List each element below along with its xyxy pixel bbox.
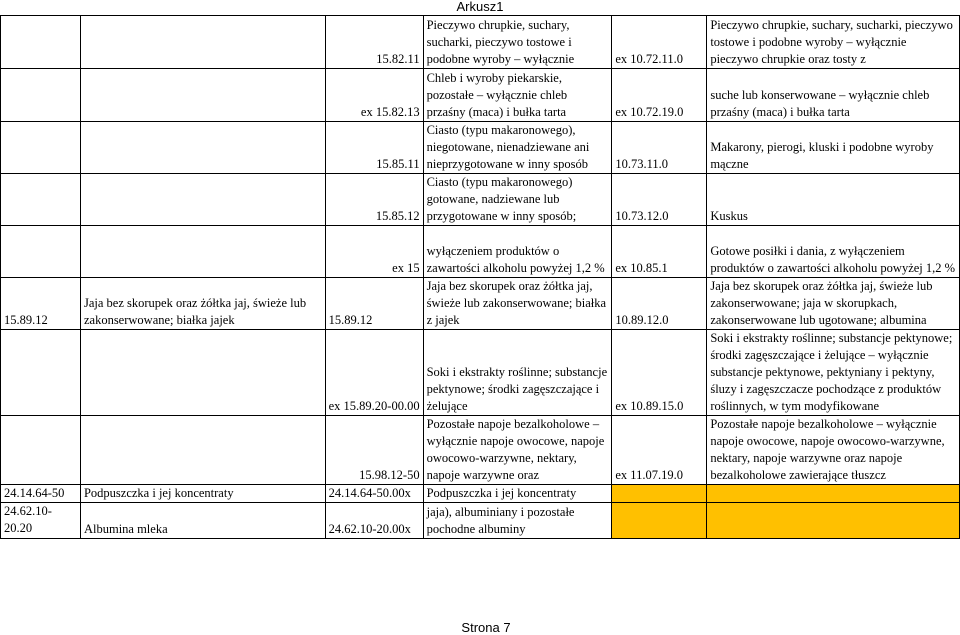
table-cell[interactable] [1, 174, 81, 226]
table-cell[interactable]: 10.73.11.0 [612, 122, 707, 174]
table-row [1, 330, 960, 416]
table-cell[interactable] [1, 416, 81, 485]
table-cell[interactable]: ex 11.07.19.0 [612, 416, 707, 485]
table-cell[interactable] [80, 16, 325, 69]
table-cell[interactable]: Ciasto (typu makaronowego), niegotowane, nienadziewane ani nieprzygotowane w inny sposób [423, 122, 612, 174]
table-row [1, 69, 960, 122]
table-cell[interactable]: Podpuszczka i jej koncentraty [80, 485, 325, 503]
table-cell[interactable]: 24.14.64-50.00x [325, 485, 423, 503]
table-row [1, 174, 960, 226]
table-cell[interactable]: Makarony, pierogi, kluski i podobne wyroby mączne [707, 122, 960, 174]
table-cell[interactable] [80, 69, 325, 122]
sheet-title: Arkusz1 [456, 0, 504, 14]
table-cell[interactable]: Soki i ekstrakty roślinne; substancje pektynowe; środki zagęszczające i żelujące – wyłącznie substancje pektynowe, pektyniany i pektyny, śluzy i zagęszczacze pochodzące z produktów roślinnych, w tym modyfikowane [707, 330, 960, 416]
table-cell[interactable] [80, 122, 325, 174]
table-cell[interactable]: ex 10.72.19.0 [612, 69, 707, 122]
table-cell[interactable]: 15.85.12 [325, 174, 423, 226]
table-cell[interactable]: wyłączeniem produktów o zawartości alkoholu powyżej 1,2 % [423, 226, 612, 278]
table-cell[interactable]: ex 10.85.1 [612, 226, 707, 278]
table-row [1, 16, 960, 69]
table-cell[interactable]: 24.62.10-20.20 [1, 503, 81, 539]
table-cell[interactable]: Jaja bez skorupek oraz żółtka jaj, świeże lub zakonserwowane; białka z jajek [423, 278, 612, 330]
table-cell[interactable]: Jaja bez skorupek oraz żółtka jaj, świeże lub zakonserwowane; jaja w skorupkach, zakonserwowane lub ugotowane; albumina [707, 278, 960, 330]
table-cell[interactable]: jaja), albuminiany i pozostałe pochodne albuminy [423, 503, 612, 539]
spreadsheet-table [0, 15, 960, 539]
table-cell[interactable]: 10.89.12.0 [612, 278, 707, 330]
table-row [1, 278, 960, 330]
table-cell[interactable] [1, 69, 81, 122]
table-cell[interactable]: Albumina mleka [80, 503, 325, 539]
table-cell[interactable]: 24.14.64-50 [1, 485, 81, 503]
table-row [1, 503, 960, 539]
table-cell[interactable]: 15.85.11 [325, 122, 423, 174]
table-cell[interactable] [80, 330, 325, 416]
table-cell[interactable]: ex 10.72.11.0 [612, 16, 707, 69]
table-cell[interactable]: Jaja bez skorupek oraz żółtka jaj, świeże lub zakonserwowane; białka jajek [80, 278, 325, 330]
table-row [1, 416, 960, 485]
table-cell[interactable] [80, 226, 325, 278]
table-cell[interactable]: Ciasto (typu makaronowego) gotowane, nadziewane lub przygotowane w inny sposób; [423, 174, 612, 226]
table-cell[interactable]: Soki i ekstrakty roślinne; substancje pektynowe; środki zagęszczające i żelujące [423, 330, 612, 416]
table-cell[interactable]: Gotowe posiłki i dania, z wyłączeniem produktów o zawartości alkoholu powyżej 1,2 % [707, 226, 960, 278]
table-cell[interactable]: Pozostałe napoje bezalkoholowe – wyłącznie napoje owocowe, napoje owocowo-warzywne, nektary, napoje warzywne oraz napoje bezalkoholowe zawierające tłuszcz [707, 416, 960, 485]
table-cell[interactable]: 24.62.10-20.00x [325, 503, 423, 539]
table-cell[interactable]: 15.89.12 [325, 278, 423, 330]
page-footer: Strona 7 [461, 620, 511, 635]
table-cell[interactable] [1, 226, 81, 278]
table-cell[interactable]: 10.73.12.0 [612, 174, 707, 226]
table-cell[interactable]: Pieczywo chrupkie, suchary, sucharki, pieczywo tostowe i podobne wyroby – wyłącznie pieczywo chrupkie oraz tosty z [707, 16, 960, 69]
table-cell[interactable] [707, 485, 960, 503]
table-cell[interactable] [707, 503, 960, 539]
table-cell[interactable]: Podpuszczka i jej koncentraty [423, 485, 612, 503]
table-cell[interactable] [1, 16, 81, 69]
table-cell[interactable] [612, 503, 707, 539]
table-cell[interactable] [80, 174, 325, 226]
table-cell[interactable]: 15.89.12 [1, 278, 81, 330]
table-cell[interactable]: ex 15 [325, 226, 423, 278]
table-cell[interactable]: ex 10.89.15.0 [612, 330, 707, 416]
table-cell[interactable]: Chleb i wyroby piekarskie, pozostałe – wyłącznie chleb przaśny (maca) i bułka tarta [423, 69, 612, 122]
table-cell[interactable]: Kuskus [707, 174, 960, 226]
table-row [1, 226, 960, 278]
table-row [1, 122, 960, 174]
table-cell[interactable] [612, 485, 707, 503]
table-cell[interactable] [80, 416, 325, 485]
table-row [1, 485, 960, 503]
table-cell[interactable]: ex 15.89.20-00.00 [325, 330, 423, 416]
table-cell[interactable]: suche lub konserwowane – wyłącznie chleb przaśny (maca) i bułka tarta [707, 69, 960, 122]
table-cell[interactable] [1, 122, 81, 174]
table-cell[interactable]: Pieczywo chrupkie, suchary, sucharki, pieczywo tostowe i podobne wyroby – wyłącznie [423, 16, 612, 69]
table-cell[interactable]: 15.98.12-50 [325, 416, 423, 485]
table-cell[interactable]: Pozostałe napoje bezalkoholowe – wyłącznie napoje owocowe, napoje owocowo-warzywne, nektary, napoje warzywne oraz [423, 416, 612, 485]
table-cell[interactable]: 15.82.11 [325, 16, 423, 69]
table-cell[interactable]: ex 15.82.13 [325, 69, 423, 122]
table-cell[interactable] [1, 330, 81, 416]
